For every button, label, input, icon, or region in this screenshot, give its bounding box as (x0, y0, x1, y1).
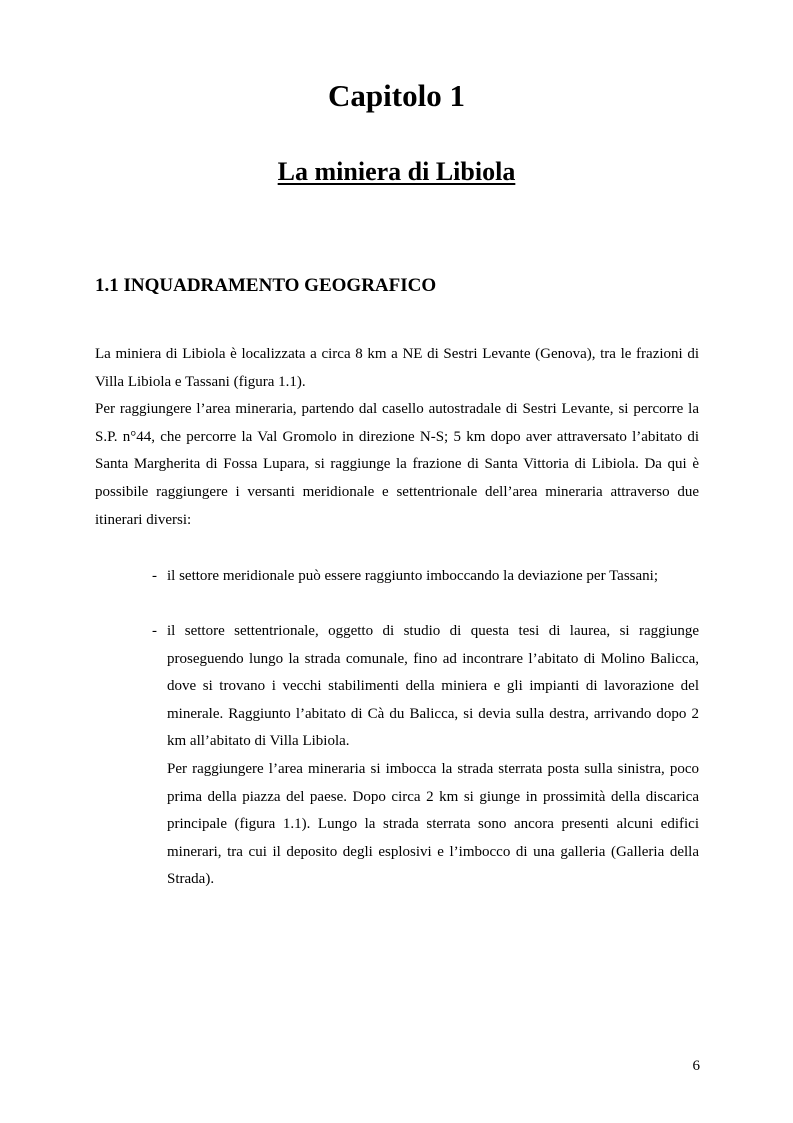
section-heading: 1.1 INQUADRAMENTO GEOGRAFICO (95, 275, 437, 296)
paragraph-location: La miniera di Libiola è localizzata a circa 8 km a NE di Sestri Levante (Genova), tra le frazioni di Villa Libiola e Tassani (figura 1.1). (95, 346, 699, 390)
itinerary-list-southern (150, 563, 699, 591)
list-item (150, 563, 699, 591)
chapter-subtitle: La miniera di Libiola (277, 157, 516, 186)
list-bullet-dash: - (152, 568, 157, 584)
page-number: 6 (692, 1058, 700, 1074)
chapter-title: Capitolo 1 (328, 78, 465, 113)
list-bullet-dash: - (152, 623, 157, 639)
list-item-text: il settore settentrionale, oggetto di studio di questa tesi di laurea, si raggiunge proseguendo lungo la strada comunale, fino ad incontrare l’abitato di Molino Balicca, dove si trovano i vecchi stabilimenti della miniera e gli impianti di lavorazione del minerale. Raggiunto l’abitato di Cà du Balicca, si devia sulla destra, arrivando dopo 2 km all’abitato di Villa Libiola. (167, 623, 699, 750)
section-body (95, 341, 699, 534)
list-item-continuation: Per raggiungere l’area mineraria si imbocca la strada sterrata posta sulla sinistra, poco prima della piazza del paese. Dopo circa 2 km si giunge in prossimità della discarica principale (figura 1.1). Lungo la strada sterrata sono ancora presenti alcuni edifici minerari, tra cui il deposito degli esplosivi e l’imbocco di una galleria (Galleria della Strada). (167, 760, 699, 888)
list-item (150, 618, 699, 894)
paragraph-access: Per raggiungere l’area mineraria, partendo dal casello autostradale di Sestri Levante, si percorre la S.P. n°44, che percorre la Val Gromolo in direzione N-S; 5 km dopo aver attraversato l’abitato di Santa Margherita di Fossa Lupara, si raggiunge la frazione di Santa Vittoria di Libiola. Da qui è possibile raggiungere i versanti meridionale e settentrionale dell’area mineraria attraverso due itinerari diversi: (95, 401, 699, 528)
itinerary-list-northern (150, 618, 699, 894)
list-item-text: il settore meridionale può essere raggiunto imboccando la deviazione per Tassani; (167, 568, 659, 584)
